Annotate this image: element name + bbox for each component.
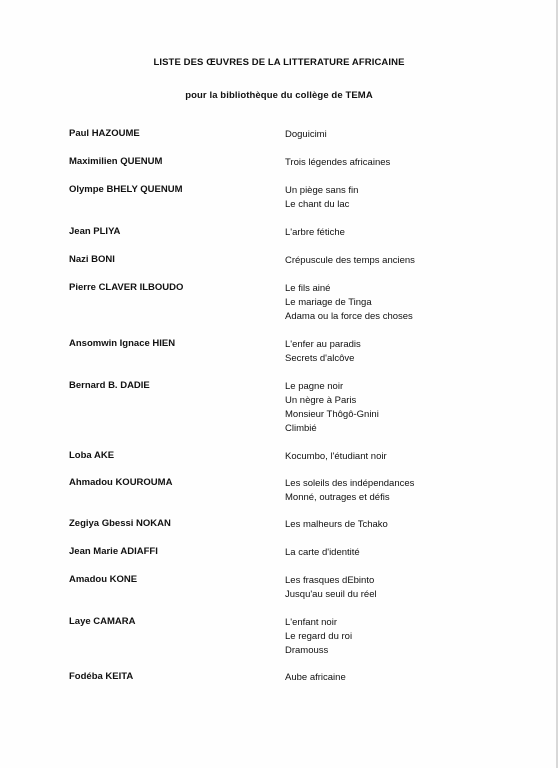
work-title: Un nègre à Paris xyxy=(285,395,357,406)
works-list xyxy=(285,380,379,436)
works-list xyxy=(285,226,345,240)
work-title: Le pagne noir xyxy=(285,381,344,392)
author-name: Ahmadou KOUROUMA xyxy=(69,477,173,488)
works-list xyxy=(285,128,327,142)
author-name: Olympe BHELY QUENUM xyxy=(69,184,183,195)
work-title: Monsieur Thôgô-Gnini xyxy=(285,409,379,420)
document-subtitle: pour la bibliothèque du collège de TEMA xyxy=(185,90,373,101)
works-list xyxy=(285,671,346,685)
work-title: Un piège sans fin xyxy=(285,185,359,196)
works-list xyxy=(285,518,388,532)
works-list xyxy=(285,574,377,602)
work-title: Trois légendes africaines xyxy=(285,157,391,168)
work-title: Les malheurs de Tchako xyxy=(285,519,388,530)
work-title: Aube africaine xyxy=(285,672,346,683)
document-title: LISTE DES ŒUVRES DE LA LITTERATURE AFRICAINE xyxy=(153,57,405,68)
works-list xyxy=(285,156,390,170)
work-title: Jusqu'au seuil du réel xyxy=(285,589,377,600)
work-title: Les soleils des indépendances xyxy=(285,478,415,489)
author-name: Zegiya Gbessi NOKAN xyxy=(69,518,171,529)
works-list xyxy=(285,338,361,366)
work-title: Crépuscule des temps anciens xyxy=(285,255,415,266)
work-title: Le chant du lac xyxy=(285,199,350,210)
author-name: Bernard B. DADIE xyxy=(69,380,150,391)
author-name: Laye CAMARA xyxy=(69,616,136,627)
author-name: Ansomwin Ignace HIEN xyxy=(69,338,176,349)
work-title: Le fils ainé xyxy=(285,283,331,294)
work-title: Adama ou la force des choses xyxy=(285,311,413,322)
works-list xyxy=(285,546,360,560)
work-title: Doguicimi xyxy=(285,129,327,140)
work-title: L'enfer au paradis xyxy=(285,339,361,350)
author-name: Nazi BONI xyxy=(69,254,115,265)
works-list xyxy=(285,450,387,464)
works-list xyxy=(285,616,352,658)
work-title: L'enfant noir xyxy=(285,617,337,628)
author-name: Jean PLIYA xyxy=(69,226,121,237)
works-list xyxy=(285,254,415,268)
author-name: Fodéba KEITA xyxy=(69,671,134,682)
author-name: Amadou KONE xyxy=(69,574,138,585)
works-list xyxy=(285,184,358,212)
works-list xyxy=(285,282,413,324)
work-title: Climbié xyxy=(285,423,317,434)
work-title: Le mariage de Tinga xyxy=(285,297,372,308)
author-name: Loba AKE xyxy=(69,450,115,461)
author-name: Paul HAZOUME xyxy=(69,128,140,139)
author-name: Jean Marie ADIAFFI xyxy=(69,546,158,557)
works-list xyxy=(285,477,414,505)
work-title: L'arbre fétiche xyxy=(285,227,345,238)
work-title: Monné, outrages et défis xyxy=(285,492,390,503)
work-title: Dramouss xyxy=(285,645,329,656)
work-title: Secrets d'alcôve xyxy=(285,353,355,364)
author-name: Pierre CLAVER ILBOUDO xyxy=(69,282,184,293)
work-title: Kocumbo, l'étudiant noir xyxy=(285,451,387,462)
work-title: Les frasques dEbinto xyxy=(285,575,375,586)
author-name: Maximilien QUENUM xyxy=(69,156,163,167)
work-title: La carte d'identité xyxy=(285,547,360,558)
work-title: Le regard du roi xyxy=(285,631,353,642)
